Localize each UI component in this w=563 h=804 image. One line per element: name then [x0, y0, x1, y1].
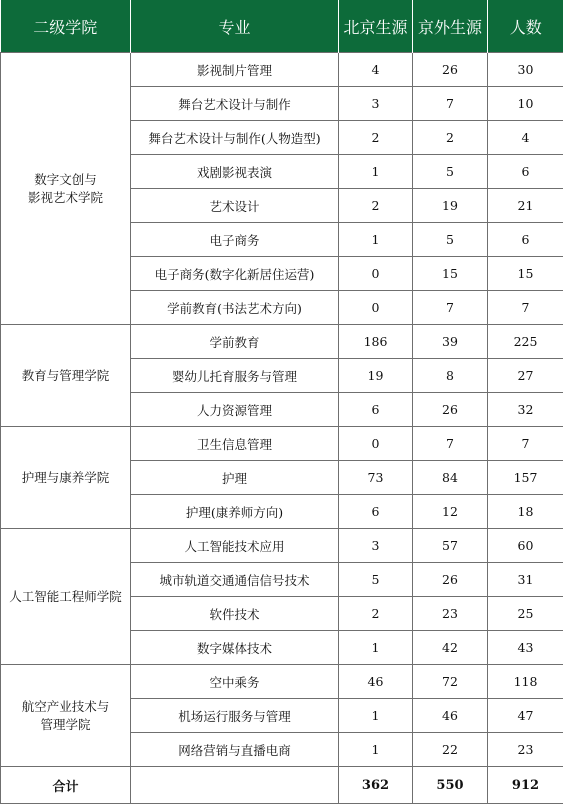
major-cell: 数字媒体技术: [131, 631, 339, 665]
outside-count: 26: [413, 393, 488, 427]
total-count-cell: 43: [488, 631, 563, 665]
outside-count: 26: [413, 563, 488, 597]
major-cell: 网络营销与直播电商: [131, 733, 339, 767]
total-row: [1, 767, 563, 804]
major-cell: 人工智能技术应用: [131, 529, 339, 563]
major-cell: 护理: [131, 461, 339, 495]
major-cell: 学前教育(书法艺术方向): [131, 291, 339, 325]
college-cell: 航空产业技术与 管理学院: [1, 665, 131, 767]
total-count-cell: 6: [488, 155, 563, 189]
beijing-count: 6: [339, 495, 413, 529]
outside-count: 7: [413, 427, 488, 461]
table-row: [1, 53, 563, 87]
total-count-cell: 25: [488, 597, 563, 631]
beijing-count: 1: [339, 699, 413, 733]
outside-count: 84: [413, 461, 488, 495]
major-cell: 婴幼儿托育服务与管理: [131, 359, 339, 393]
outside-count: 5: [413, 223, 488, 257]
beijing-count: 2: [339, 189, 413, 223]
total-count-cell: 225: [488, 325, 563, 359]
total-count-cell: 7: [488, 427, 563, 461]
beijing-count: 186: [339, 325, 413, 359]
major-cell: 学前教育: [131, 325, 339, 359]
beijing-count: 1: [339, 223, 413, 257]
major-cell: 软件技术: [131, 597, 339, 631]
major-cell: 电子商务: [131, 223, 339, 257]
header-major: 专业: [131, 0, 339, 53]
table-row: [1, 665, 563, 699]
total-count-cell: 4: [488, 121, 563, 155]
major-cell: 舞台艺术设计与制作(人物造型): [131, 121, 339, 155]
outside-count: 2: [413, 121, 488, 155]
beijing-count: 73: [339, 461, 413, 495]
outside-count: 5: [413, 155, 488, 189]
total-outside: 550: [413, 767, 488, 804]
outside-count: 72: [413, 665, 488, 699]
beijing-count: 3: [339, 529, 413, 563]
major-cell: 舞台艺术设计与制作: [131, 87, 339, 121]
beijing-count: 0: [339, 291, 413, 325]
outside-count: 23: [413, 597, 488, 631]
beijing-count: 3: [339, 87, 413, 121]
total-count-cell: 31: [488, 563, 563, 597]
outside-count: 46: [413, 699, 488, 733]
beijing-count: 2: [339, 121, 413, 155]
major-cell: 护理(康养师方向): [131, 495, 339, 529]
table-row: [1, 529, 563, 563]
major-cell: 空中乘务: [131, 665, 339, 699]
beijing-count: 4: [339, 53, 413, 87]
outside-count: 42: [413, 631, 488, 665]
total-count-cell: 15: [488, 257, 563, 291]
header-outside: 京外生源: [413, 0, 488, 53]
outside-count: 7: [413, 87, 488, 121]
college-cell: 数字文创与 影视艺术学院: [1, 53, 131, 325]
major-cell: 机场运行服务与管理: [131, 699, 339, 733]
header-college: 二级学院: [1, 0, 131, 53]
total-count-cell: 47: [488, 699, 563, 733]
beijing-count: 1: [339, 733, 413, 767]
beijing-count: 1: [339, 631, 413, 665]
beijing-count: 2: [339, 597, 413, 631]
total-count-cell: 32: [488, 393, 563, 427]
beijing-count: 46: [339, 665, 413, 699]
header-beijing: 北京生源: [339, 0, 413, 53]
table-body: [1, 53, 563, 767]
beijing-count: 0: [339, 257, 413, 291]
major-cell: 卫生信息管理: [131, 427, 339, 461]
beijing-count: 0: [339, 427, 413, 461]
total-count-cell: 21: [488, 189, 563, 223]
major-cell: 艺术设计: [131, 189, 339, 223]
major-cell: 电子商务(数字化新居住运营): [131, 257, 339, 291]
table-row: [1, 325, 563, 359]
major-cell: 人力资源管理: [131, 393, 339, 427]
total-count: 912: [488, 767, 563, 804]
total-count-cell: 118: [488, 665, 563, 699]
header-row: [1, 0, 563, 53]
outside-count: 39: [413, 325, 488, 359]
total-count-cell: 10: [488, 87, 563, 121]
beijing-count: 1: [339, 155, 413, 189]
total-count-cell: 7: [488, 291, 563, 325]
beijing-count: 19: [339, 359, 413, 393]
total-count-cell: 18: [488, 495, 563, 529]
major-cell: 戏剧影视表演: [131, 155, 339, 189]
total-count-cell: 23: [488, 733, 563, 767]
total-count-cell: 60: [488, 529, 563, 563]
outside-count: 22: [413, 733, 488, 767]
college-cell: 人工智能工程师学院: [1, 529, 131, 665]
total-beijing: 362: [339, 767, 413, 804]
total-count-cell: 6: [488, 223, 563, 257]
header-total: 人数: [488, 0, 563, 53]
major-cell: 影视制片管理: [131, 53, 339, 87]
beijing-count: 5: [339, 563, 413, 597]
total-label: 合计: [1, 767, 131, 804]
outside-count: 57: [413, 529, 488, 563]
outside-count: 8: [413, 359, 488, 393]
total-count-cell: 30: [488, 53, 563, 87]
outside-count: 19: [413, 189, 488, 223]
outside-count: 7: [413, 291, 488, 325]
outside-count: 15: [413, 257, 488, 291]
beijing-count: 6: [339, 393, 413, 427]
major-cell: 城市轨道交通通信信号技术: [131, 563, 339, 597]
outside-count: 26: [413, 53, 488, 87]
college-cell: 护理与康养学院: [1, 427, 131, 529]
college-cell: 教育与管理学院: [1, 325, 131, 427]
outside-count: 12: [413, 495, 488, 529]
total-count-cell: 27: [488, 359, 563, 393]
total-major-cell: [131, 767, 339, 804]
total-count-cell: 157: [488, 461, 563, 495]
table-row: [1, 427, 563, 461]
